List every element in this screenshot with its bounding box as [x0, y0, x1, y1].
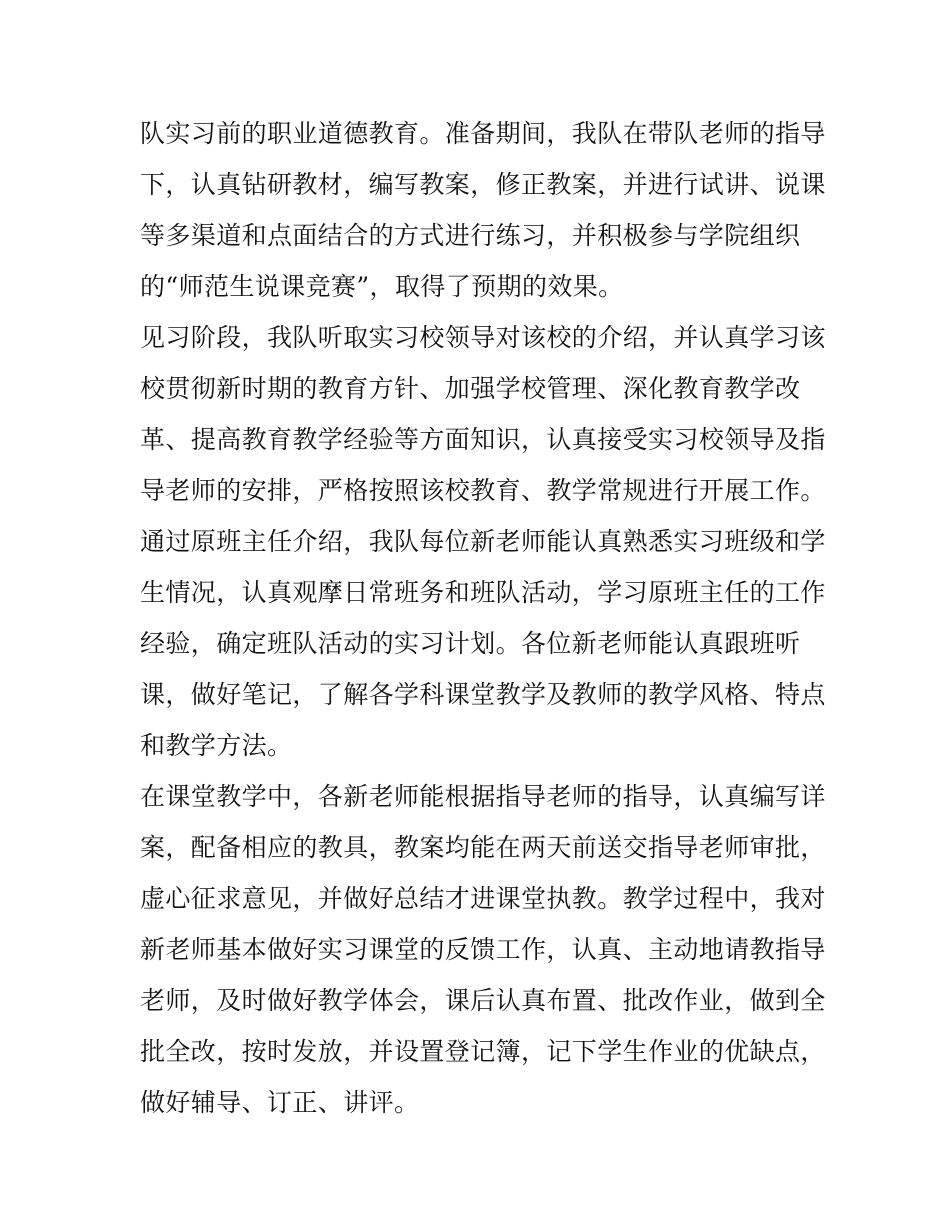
text-line-16: 虚心征求意见，并做好总结才进课堂执教。教学过程中，我对 — [140, 884, 826, 913]
text-line-10: 生情况，认真观摩日常班务和班队活动，学习原班主任的工作 — [140, 578, 826, 607]
text-line-19: 批全改，按时发放，并设置登记簿，记下学生作业的优缺点， — [140, 1037, 826, 1066]
text-line-14: 在课堂教学中，各新老师能根据指导老师的指导，认真编写详 — [140, 782, 826, 811]
text-line-11: 经验，确定班队活动的实习计划。各位新老师能认真跟班听 — [140, 629, 801, 658]
text-line-1: 队实习前的职业道德教育。准备期间，我队在带队老师的指导 — [140, 119, 826, 148]
text-line-20: 做好辅导、订正、讲评。 — [140, 1088, 420, 1117]
text-line-3: 等多渠道和点面结合的方式进行练习，并积极参与学院组织 — [140, 221, 801, 250]
text-line-2: 下，认真钻研教材，编写教案，修正教案，并进行试讲、说课 — [140, 170, 826, 199]
text-line-9: 通过原班主任介绍，我队每位新老师能认真熟悉实习班级和学 — [140, 527, 826, 556]
text-line-6: 校贯彻新时期的教育方针、加强学校管理、深化教育教学改 — [140, 374, 801, 403]
text-line-7: 革、提高教育教学经验等方面知识，认真接受实习校领导及指 — [140, 425, 826, 454]
text-line-8: 导老师的安排，严格按照该校教育、教学常规进行开展工作。 — [140, 476, 826, 505]
text-line-12: 课，做好笔记，了解各学科课堂教学及教师的教学风格、特点 — [140, 680, 826, 709]
document-body — [140, 108, 826, 1128]
text-line-4: 的“师范生说课竞赛”，取得了预期的效果。 — [140, 272, 624, 301]
text-line-5: 见习阶段，我队听取实习校领导对该校的介绍，并认真学习该 — [140, 323, 826, 352]
text-line-18: 老师，及时做好教学体会，课后认真布置、批改作业，做到全 — [140, 986, 826, 1015]
text-line-15: 案，配备相应的教具，教案均能在两天前送交指导老师审批， — [140, 833, 826, 862]
text-line-13: 和教学方法。 — [140, 731, 293, 760]
text-line-17: 新老师基本做好实习课堂的反馈工作，认真、主动地请教指导 — [140, 935, 826, 964]
